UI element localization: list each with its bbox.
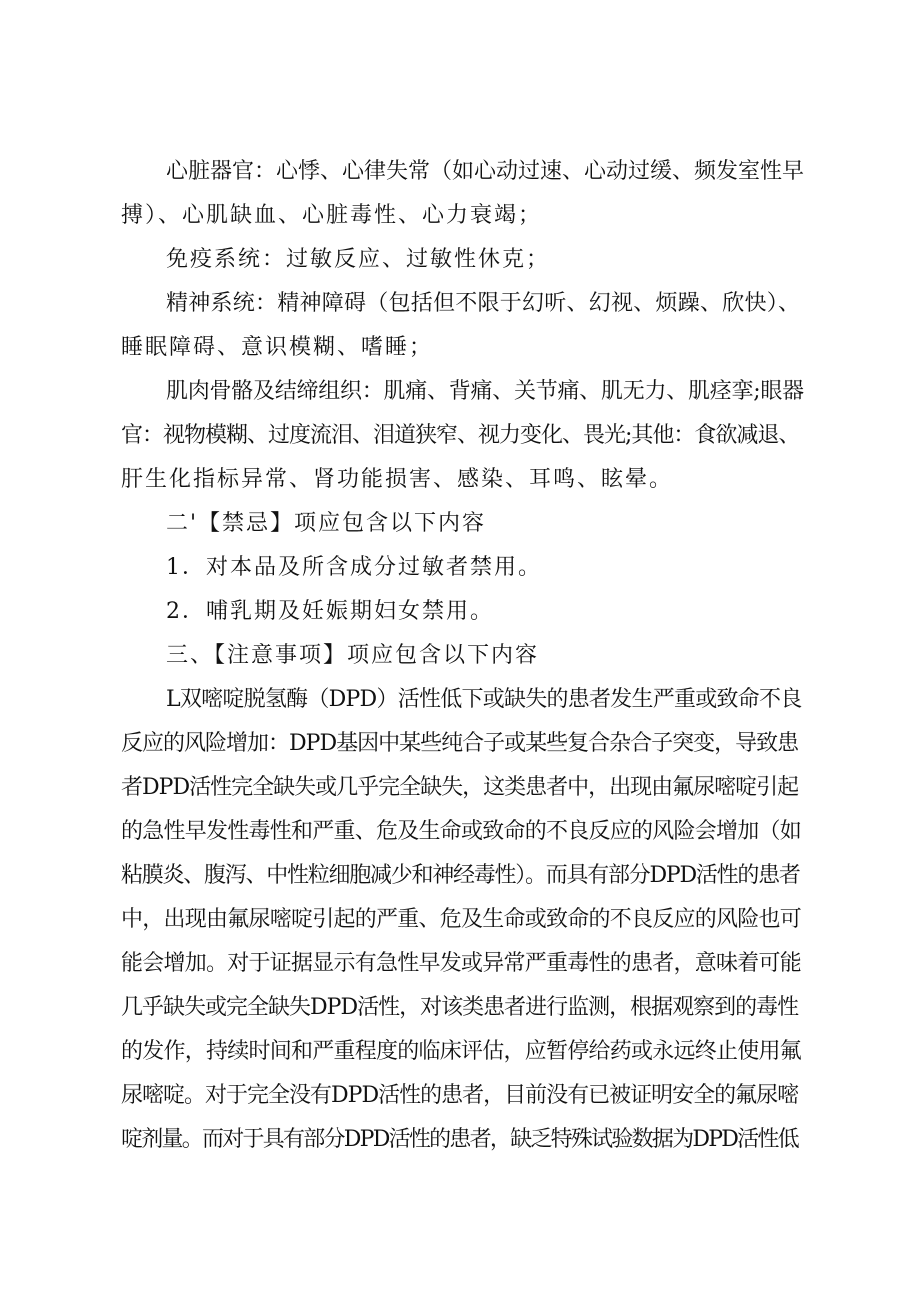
section-heading-precautions: 三、【注意事项】项应包含以下内容 <box>166 643 540 668</box>
list-item-contraindication-1: 1．对本品及所含成分过敏者禁用。 <box>166 555 542 580</box>
document-page <box>121 150 804 1162</box>
text-line-dpd-4: 的急性早发性毒性和严重、危及生命或致命的不良反应的风险会增加（如 <box>121 819 802 844</box>
text-line-cardiac-1: 心脏器官：心悸、心律失常（如心动过速、心动过缓、频发室性早 <box>166 159 805 184</box>
list-item-contraindication-2: 2．哺乳期及妊娠期妇女禁用。 <box>166 599 494 624</box>
text-line-dpd-3: 者DPD活性完全缺失或几乎完全缺失，这类患者中，出现由氟尿嘧啶引起 <box>121 775 799 800</box>
text-line-cardiac-2: 搏）、心肌缺血、心脏毒性、心力衰竭； <box>121 203 543 228</box>
text-line-musculoskeletal-1: 肌肉骨骼及结缔组织：肌痛、背痛、关节痛、肌无力、肌痉挛;眼器 <box>166 379 804 404</box>
text-line-immune: 免疫系统：过敏反应、过敏性休克； <box>166 247 551 272</box>
section-heading-contraindications: 二'【禁忌】项应包含以下内容 <box>166 511 487 536</box>
text-line-dpd-5: 粘膜炎、腹泻、中性粒细胞减少和神经毒性）。而具有部分DPD活性的患者 <box>121 863 800 888</box>
text-line-dpd-9: 的发作，持续时间和严重程度的临床评估，应暂停给药或永远终止使用氟 <box>121 1039 802 1064</box>
text-line-dpd-1: L双嘧啶脱氢酶（DPD）活性低下或缺失的患者发生严重或致命不良 <box>166 687 802 712</box>
text-line-dpd-10: 尿嘧啶。对于完全没有DPD活性的患者，目前没有已被证明安全的氟尿嘧 <box>121 1083 799 1108</box>
text-line-dpd-8: 几乎缺失或完全缺失DPD活性，对该类患者进行监测，根据观察到的毒性 <box>121 995 799 1020</box>
text-line-musculoskeletal-2: 官：视物模糊、过度流泪、泪道狭窄、视力变化、畏光;其他：食欲减退、 <box>121 423 800 448</box>
text-line-dpd-11: 啶剂量。而对于具有部分DPD活性的患者，缺乏特殊试验数据为DPD活性低 <box>121 1127 798 1152</box>
text-line-psychiatric-1: 精神系统：精神障碍（包括但不限于幻听、幻视、烦躁、欣快）、 <box>166 291 801 316</box>
text-line-dpd-6: 中，出现由氟尿嘧啶引起的严重、危及生命或致命的不良反应的风险也可 <box>121 907 802 932</box>
text-line-psychiatric-2: 睡眠障碍、意识模糊、嗜睡； <box>121 335 434 360</box>
text-line-dpd-7: 能会增加。对于证据显示有急性早发或异常严重毒性的患者，意味着可能 <box>121 951 802 976</box>
text-line-musculoskeletal-3: 肝生化指标异常、肾功能损害、感染、耳鸣、眩晕。 <box>121 467 674 492</box>
text-line-dpd-2: 反应的风险增加：DPD基因中某些纯合子或某些复合杂合子突变，导致患 <box>121 731 799 756</box>
